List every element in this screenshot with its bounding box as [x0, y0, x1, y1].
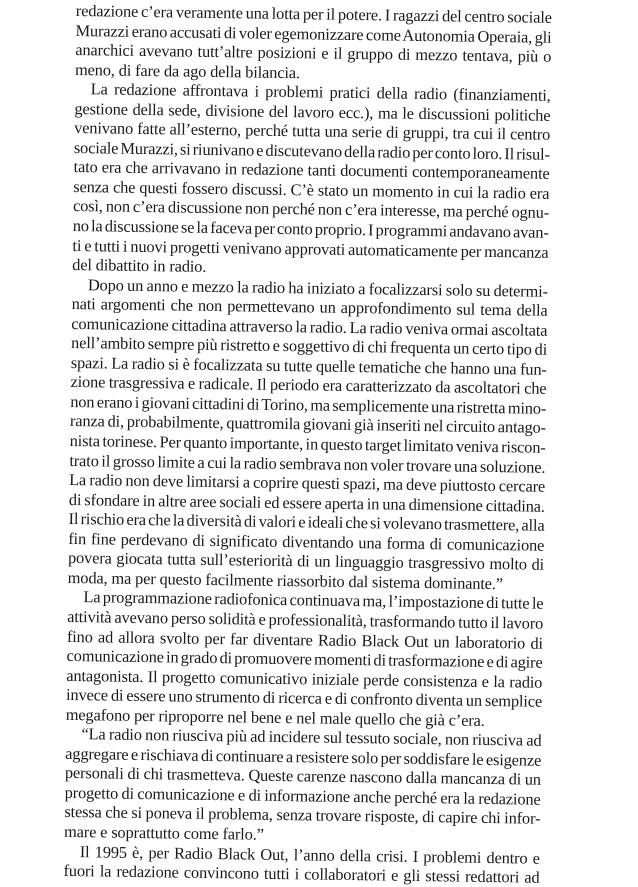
text-line: mare e soprattutto come farlo.” — [63, 821, 264, 844]
text-line: comunicazione cittadina attraverso la radio. La radio veniva ormai ascoltata — [71, 313, 548, 340]
text-line: tato era che arrivavano in redazione tanti documenti contemporaneamente — [73, 157, 550, 184]
text-line: trato il grosso limite a cui la radio sembrava non voler trovare una soluzione. — [69, 450, 546, 477]
text-line: così, non c’era discussione non perché non c’era interesse, ma perché ognu- — [72, 196, 550, 223]
text-line: nell’ambito sempre più ristretto e soggettivo di chi frequenta un certo tipo di — [70, 333, 548, 360]
text-line: spazi. La radio si è focalizzata su tutte quelle tematiche che hanno una fun- — [70, 352, 547, 379]
text-line: La radio non deve limitarsi a coprire questi spazi, ma deve piuttosto cercare — [69, 470, 546, 496]
text-line: gestione della sede, divisione del lavoro ecc.), ma le discussioni politiche — [74, 98, 551, 125]
text-line: aggregare e rischiava di continuare a resistere solo per soddisfare le esigenze — [65, 743, 542, 770]
text-line: fin fine perdevano di significato diventando una forma di comunicazione — [68, 528, 545, 555]
text-line: meno, di fare da ago della bilancia. — [74, 59, 301, 82]
text-line: moda, ma per questo facilmente riassorbito dal sistema dominante.” — [67, 567, 504, 594]
document-page — [63, 1, 552, 887]
text-line: attività avevano perso solidità e professionalità, trasformando tutto il lavoro — [67, 606, 544, 633]
text-line: sociale Murazzi, si riunivano e discutevano della radio per conto loro. Il risul- — [73, 137, 550, 164]
text-line: ti e tutti i nuovi progetti venivano approvati automaticamente per mancanza — [72, 235, 549, 262]
text-line: invece di essere uno strumento di ricerca e di confronto diventa un semplice — [65, 685, 543, 711]
text-line: venivano fatte all’esterno, perché tutta una serie di gruppi, tra cui il centro — [74, 118, 551, 145]
text-line: personali di chi trasmetteva. Queste carenze nascono dalla mancanza di un — [64, 763, 542, 790]
text-line: nista torinese. Per quanto importante, in questo target limitato veniva riscon- — [69, 430, 546, 457]
text-line: antagonista. Il progetto comunicativo iniziale perde consistenza e la radio — [66, 665, 543, 692]
text-line: progetto di comunicazione e di informazione anche perché era la redazione — [64, 782, 541, 809]
text-line: zione trasgressiva e radicale. Il periodo era caratterizzato da ascoltatori che — [70, 372, 547, 399]
text-line: Il rischio era che la diversità di valori e ideali che si volevano trasmettere, alla — [68, 509, 545, 535]
text-line: ranza di, probabilmente, quattromila giovani già inseriti nel circuito antago- — [69, 411, 547, 438]
text-line: fuori la redazione convincono tutti i collaboratori e gli stessi redattori ad — [63, 860, 540, 887]
text-line: povera giocata tutta sull’esteriorità di un linguaggio trasgressivo molto di — [67, 548, 545, 575]
text-line: di sfondare in altre aree sociali ed essere aperta in una dimensione cittadina. — [68, 489, 545, 516]
text-line: stessa che si poneva il problema, senza trovare risposte, di capire chi infor- — [64, 802, 541, 829]
text-line: nati argomenti che non permettevano un approfondimento sul tema della — [71, 294, 548, 320]
text-line: anarchici avevano tutt’altre posizioni e il gruppo di mezzo tentava, più o — [75, 40, 552, 66]
text-line: La redazione affrontava i problemi pratici della radio (finanziamenti, — [90, 79, 551, 105]
text-line: Murazzi erano accusati di voler egemonizzare come Autonomia Operaia, gli — [75, 20, 552, 47]
text-line: Il 1995 è, per Radio Black Out, l’anno della crisi. I problemi dentro e — [79, 841, 540, 868]
text-line: non erano i giovani cittadini di Torino, ma semplicemente una ristretta mino- — [70, 391, 547, 418]
text-line: redazione c’era veramente una lotta per il potere. I ragazzi del centro sociale — [75, 1, 552, 27]
text-line: fino ad allora svolto per far diventare Radio Black Out un laboratorio di — [66, 626, 543, 653]
text-line: “La radio non riusciva più ad incidere sul tessuto sociale, non riusciva ad — [81, 724, 542, 750]
text-line: senza che questi fossero discussi. C’è stato un momento in cui la radio era — [73, 176, 550, 203]
text-line: del dibattito in radio. — [72, 255, 207, 276]
text-line: comunicazione in grado di promuovere momenti di trasformazione e di agire — [66, 645, 543, 672]
text-line: Dopo un anno e mezzo la radio ha iniziato a focalizzarsi solo su determi- — [87, 274, 549, 301]
text-line: no la discussione se la faceva per conto proprio. I programmi andavano avan- — [72, 215, 549, 242]
text-line: megafono per riproporre nel bene e nel male quello che già c’era. — [65, 704, 485, 730]
text-line: La programmazione radiofonica continuava ma, l’impostazione di tutte le — [83, 587, 544, 614]
